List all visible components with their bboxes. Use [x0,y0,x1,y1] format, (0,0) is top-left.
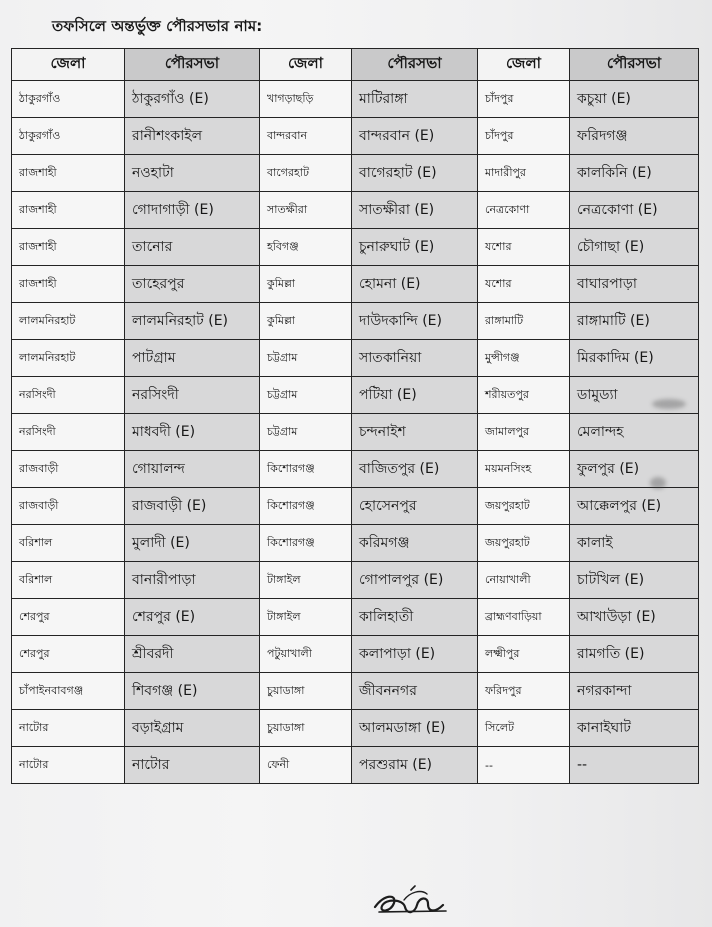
municipality-cell: কানাইঘাট [570,710,699,747]
municipality-cell: আলমডাঙ্গা (E) [352,710,478,747]
district-cell: কুমিল্লা [260,266,352,303]
district-cell: চুয়াডাঙ্গা [260,673,352,710]
municipality-cell: আখাউড়া (E) [570,599,699,636]
district-cell: জয়পুরহাট [478,488,570,525]
table-row [12,488,699,525]
table-row [12,451,699,488]
district-cell: শরীয়তপুর [478,377,570,414]
table-row [12,229,699,266]
district-cell: চুয়াডাঙ্গা [260,710,352,747]
header-district-1: জেলা [12,49,125,81]
table-row [12,636,699,673]
municipality-cell: শেরপুর (E) [125,599,260,636]
district-cell: কিশোরগঞ্জ [260,525,352,562]
municipality-cell: মাটিরাঙ্গা [352,81,478,118]
district-cell: রাজশাহী [12,266,125,303]
municipality-cell: বড়াইগ্রাম [125,710,260,747]
municipality-cell: কালাই [570,525,699,562]
district-cell: বরিশাল [12,525,125,562]
municipality-cell: লালমনিরহাট (E) [125,303,260,340]
municipality-cell: বাগেরহাট (E) [352,155,478,192]
page-title: তফসিলে অন্তর্ভুক্ত পৌরসভার নাম: [52,17,263,35]
district-cell: রাজশাহী [12,229,125,266]
district-cell: নেত্রকোণা [478,192,570,229]
district-cell: ব্রাহ্মণবাড়িয়া [478,599,570,636]
header-municipality-2: পৌরসভা [352,49,478,81]
district-cell: রাঙ্গামাটি [478,303,570,340]
municipality-cell: নগরকান্দা [570,673,699,710]
district-cell: লালমনিরহাট [12,303,125,340]
municipality-cell: করিমগঞ্জ [352,525,478,562]
municipality-table [11,48,699,784]
table-row [12,599,699,636]
district-cell: শেরপুর [12,599,125,636]
municipality-cell: পরশুরাম (E) [352,747,478,784]
district-cell: বান্দরবান [260,118,352,155]
municipality-cell: পাটগ্রাম [125,340,260,377]
district-cell: নরসিংদী [12,377,125,414]
district-cell: চট্টগ্রাম [260,414,352,451]
district-cell: জয়পুরহাট [478,525,570,562]
district-cell: খাগড়াছড়ি [260,81,352,118]
header-municipality-1: পৌরসভা [125,49,260,81]
district-cell: চাঁদপুর [478,118,570,155]
municipality-cell: দাউদকান্দি (E) [352,303,478,340]
municipality-cell: নরসিংদী [125,377,260,414]
ink-smudge [650,477,666,489]
district-cell: মুন্সীগঞ্জ [478,340,570,377]
signature-icon [370,882,452,922]
table-row [12,525,699,562]
municipality-cell: মেলান্দহ [570,414,699,451]
table-row [12,414,699,451]
municipality-cell: বাঘারপাড়া [570,266,699,303]
municipality-cell: ফরিদগঞ্জ [570,118,699,155]
municipality-cell: কলাপাড়া (E) [352,636,478,673]
municipality-cell: গোপালপুর (E) [352,562,478,599]
municipality-cell: ডামুড্যা [570,377,699,414]
district-cell: রাজশাহী [12,192,125,229]
district-cell: রাজশাহী [12,155,125,192]
district-cell: পটুয়াখালী [260,636,352,673]
municipality-cell: শ্রীবরদী [125,636,260,673]
municipality-cell: মুলাদী (E) [125,525,260,562]
table-row [12,377,699,414]
municipality-cell: নেত্রকোণা (E) [570,192,699,229]
table-row [12,562,699,599]
table-row [12,673,699,710]
municipality-cell: আক্কেলপুর (E) [570,488,699,525]
municipality-cell: মাধবদী (E) [125,414,260,451]
district-cell: ঠাকুরগাঁও [12,81,125,118]
district-cell: ফরিদপুর [478,673,570,710]
municipality-cell: চন্দনাইশ [352,414,478,451]
municipality-cell: রাজবাড়ী (E) [125,488,260,525]
municipality-cell: কালিহাতী [352,599,478,636]
district-cell: ময়মনসিংহ [478,451,570,488]
municipality-cell: চুনারুঘাট (E) [352,229,478,266]
district-cell: ফেনী [260,747,352,784]
district-cell: কিশোরগঞ্জ [260,488,352,525]
municipality-cell: শিবগঞ্জ (E) [125,673,260,710]
district-cell: সাতক্ষীরা [260,192,352,229]
municipality-cell: গোদাগাড়ী (E) [125,192,260,229]
district-cell: হবিগঞ্জ [260,229,352,266]
municipality-cell: পটিয়া (E) [352,377,478,414]
district-cell: নরসিংদী [12,414,125,451]
district-cell: চট্টগ্রাম [260,377,352,414]
municipality-cell: চৌগাছা (E) [570,229,699,266]
district-cell: সিলেট [478,710,570,747]
ink-smudge [652,399,686,409]
district-cell: যশোর [478,266,570,303]
table-row [12,266,699,303]
municipality-cell: তাহেরপুর [125,266,260,303]
district-cell: মাদারীপুর [478,155,570,192]
municipality-cell: হোসেনপুর [352,488,478,525]
municipality-cell: রাঙ্গামাটি (E) [570,303,699,340]
municipality-cell: হোমনা (E) [352,266,478,303]
header-municipality-3: পৌরসভা [570,49,699,81]
district-cell: বরিশাল [12,562,125,599]
municipality-cell: বাজিতপুর (E) [352,451,478,488]
district-cell: রাজবাড়ী [12,488,125,525]
district-cell: কুমিল্লা [260,303,352,340]
table-row [12,303,699,340]
table-row [12,340,699,377]
district-cell: -- [478,747,570,784]
municipality-cell: ঠাকুরগাঁও (E) [125,81,260,118]
table-row [12,81,699,118]
district-cell: যশোর [478,229,570,266]
district-cell: শেরপুর [12,636,125,673]
district-cell: রাজবাড়ী [12,451,125,488]
municipality-cell: জীবননগর [352,673,478,710]
municipality-cell: রানীশংকাইল [125,118,260,155]
municipality-cell: ফুলপুর (E) [570,451,699,488]
header-district-3: জেলা [478,49,570,81]
municipality-cell: সাতকানিয়া [352,340,478,377]
district-cell: লালমনিরহাট [12,340,125,377]
table-row [12,747,699,784]
header-district-2: জেলা [260,49,352,81]
municipality-cell: চাটখিল (E) [570,562,699,599]
district-cell: নাটোর [12,747,125,784]
district-cell: টাঙ্গাইল [260,562,352,599]
district-cell: বাগেরহাট [260,155,352,192]
district-cell: চাঁদপুর [478,81,570,118]
district-cell: জামালপুর [478,414,570,451]
district-cell: লক্ষ্মীপুর [478,636,570,673]
municipality-cell: কালকিনি (E) [570,155,699,192]
municipality-cell: বানারীপাড়া [125,562,260,599]
district-cell: নোয়াখালী [478,562,570,599]
municipality-cell: কচুয়া (E) [570,81,699,118]
district-cell: কিশোরগঞ্জ [260,451,352,488]
municipality-cell: তানোর [125,229,260,266]
municipality-cell: মিরকাদিম (E) [570,340,699,377]
municipality-cell: নাটোর [125,747,260,784]
district-cell: নাটোর [12,710,125,747]
municipality-cell: নওহাটা [125,155,260,192]
table-row [12,192,699,229]
district-cell: চাঁপাইনবাবগঞ্জ [12,673,125,710]
table-row [12,155,699,192]
table-body [12,81,699,784]
table-header-row [12,49,699,81]
district-cell: চট্টগ্রাম [260,340,352,377]
municipality-cell: গোয়ালন্দ [125,451,260,488]
municipality-cell: বান্দরবান (E) [352,118,478,155]
district-cell: টাঙ্গাইল [260,599,352,636]
municipality-cell: -- [570,747,699,784]
district-cell: ঠাকুরগাঁও [12,118,125,155]
table-row [12,710,699,747]
table-row [12,118,699,155]
municipality-cell: সাতক্ষীরা (E) [352,192,478,229]
municipality-cell: রামগতি (E) [570,636,699,673]
